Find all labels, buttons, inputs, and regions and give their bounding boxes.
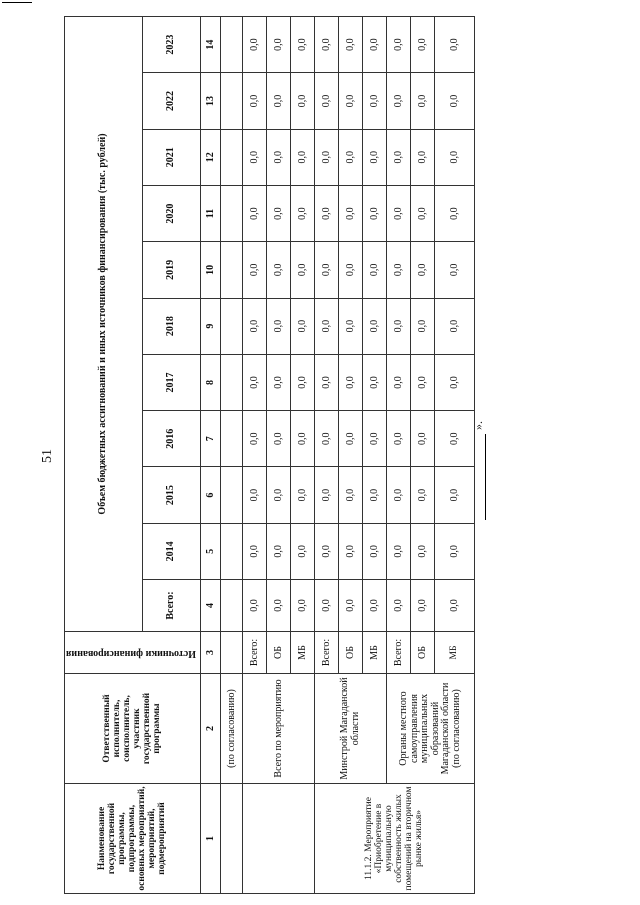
cell-executor: Минстрой Магаданской области [315,674,387,784]
cell-value: 0,0 [435,129,475,185]
cell-value [221,354,243,410]
col-number: 3 [201,632,221,674]
cell-value: 0,0 [291,17,315,73]
cell-source: Всего: [315,632,339,674]
cell-value: 0,0 [411,354,435,410]
header-year-2020: 2020 [142,185,201,241]
cell-value [221,17,243,73]
cell-value: 0,0 [243,242,267,298]
cell-value: 0,0 [243,185,267,241]
cell-value: 0,0 [411,523,435,579]
cell-value: 0,0 [315,354,339,410]
cell-value: 0,0 [291,467,315,523]
cell-value [221,298,243,354]
cell-value: 0,0 [291,411,315,467]
col-number: 13 [201,73,221,129]
cell-value: 0,0 [267,467,291,523]
header-row-top [65,17,143,894]
col-number: 14 [201,17,221,73]
cell-value: 0,0 [411,411,435,467]
cell-value: 0,0 [315,411,339,467]
table-row [315,17,339,894]
cell-value: 0,0 [411,185,435,241]
cell-value: 0,0 [243,354,267,410]
cell-value: 0,0 [315,73,339,129]
header-year-2016: 2016 [142,411,201,467]
col-number: 12 [201,129,221,185]
cell-value: 0,0 [411,17,435,73]
cell-value: 0,0 [315,17,339,73]
cell-value: 0,0 [243,467,267,523]
cell-value: 0,0 [363,298,387,354]
cell-value: 0,0 [243,580,267,632]
header-year-2017: 2017 [142,354,201,410]
col-number: 6 [201,467,221,523]
header-source [65,632,201,674]
cell-value: 0,0 [291,73,315,129]
cell-value: 0,0 [435,185,475,241]
cell-value: 0,0 [339,298,363,354]
cell-value: 0,0 [267,523,291,579]
cell-value: 0,0 [339,129,363,185]
cell-value: 0,0 [363,523,387,579]
col-number: 9 [201,298,221,354]
header-executor: Ответственный исполнитель, соисполнитель, участник государственной программы [65,674,201,784]
cell-value: 0,0 [435,298,475,354]
cell-value: 0,0 [411,298,435,354]
cell-value: 0,0 [363,73,387,129]
cell-value: 0,0 [363,185,387,241]
cell-value: 0,0 [267,17,291,73]
cell-value: 0,0 [291,523,315,579]
cell-source: Всего: [387,632,411,674]
cell-executor: Органы местного самоуправления муниципальных образований Магаданской области (по согласованию) [387,674,475,784]
cell-value: 0,0 [363,354,387,410]
header-funding-group: Объем бюджетных ассигнований и иных источников финансирования (тыс. рублей) [65,17,143,632]
cell-value: 0,0 [339,580,363,632]
page-number: 51 [40,449,55,463]
cell-name-measure: 11.1.2. Мероприятие «Приобретение в муниципальную собственность жилых помещений на вторичном рынке жилья» [315,784,475,894]
cell-value: 0,0 [363,129,387,185]
cell-value: 0,0 [411,129,435,185]
cell-value: 0,0 [243,298,267,354]
cell-value: 0,0 [387,73,411,129]
cell-value: 0,0 [387,17,411,73]
cell-value: 0,0 [387,185,411,241]
header-year-2023: 2023 [142,17,201,73]
cell-value: 0,0 [267,73,291,129]
cell-value: 0,0 [435,580,475,632]
cell-value: 0,0 [339,411,363,467]
cell-value: 0,0 [363,17,387,73]
header-year-2019: 2019 [142,242,201,298]
cell-value: 0,0 [243,73,267,129]
closing-rule [477,434,486,520]
col-number: 10 [201,242,221,298]
cell-source: ОБ [411,632,435,674]
cell-value: 0,0 [387,242,411,298]
header-source-label: Источники финансирования [66,647,196,659]
funding-table [64,16,462,894]
cell-name [221,784,243,894]
cell-value: 0,0 [267,129,291,185]
cell-value [221,129,243,185]
cell-value: 0,0 [363,411,387,467]
cell-value: 0,0 [315,298,339,354]
cell-value: 0,0 [315,185,339,241]
header-year-2015: 2015 [142,467,201,523]
cell-value [221,580,243,632]
cell-value: 0,0 [363,580,387,632]
cell-source: МБ [291,632,315,674]
cell-value: 0,0 [363,467,387,523]
cell-value: 0,0 [291,298,315,354]
cell-value: 0,0 [435,17,475,73]
cell-value: 0,0 [291,129,315,185]
cell-value: 0,0 [363,242,387,298]
header-year-2022: 2022 [142,73,201,129]
cell-value: 0,0 [387,580,411,632]
cell-value: 0,0 [339,523,363,579]
cell-value: 0,0 [291,242,315,298]
cell-source: МБ [363,632,387,674]
cell-source: ОБ [267,632,291,674]
table-row [387,17,411,894]
cell-value: 0,0 [315,523,339,579]
closing-mark [468,400,486,520]
cell-value: 0,0 [435,73,475,129]
cell-value: 0,0 [339,17,363,73]
cell-value: 0,0 [339,185,363,241]
header-year-2021: 2021 [142,129,201,185]
col-number: 1 [201,784,221,894]
cell-value: 0,0 [243,17,267,73]
col-number: 7 [201,411,221,467]
cell-value: 0,0 [435,467,475,523]
col-number: 2 [201,674,221,784]
cell-value: 0,0 [387,411,411,467]
cell-value: 0,0 [411,580,435,632]
cell-name [243,784,315,894]
cell-value: 0,0 [291,354,315,410]
cell-value: 0,0 [243,523,267,579]
cell-value: 0,0 [435,523,475,579]
cell-value [221,523,243,579]
header-total: Всего: [142,580,201,632]
cell-value: 0,0 [267,185,291,241]
cell-value: 0,0 [435,354,475,410]
cell-value: 0,0 [387,129,411,185]
cell-executor: (по согласованию) [221,674,243,784]
header-year-2018: 2018 [142,298,201,354]
cell-value: 0,0 [411,467,435,523]
cell-source [221,632,243,674]
cell-value: 0,0 [411,73,435,129]
header-name: Наименование государственной программы, подпрограммы, основных мероприятий, мероприятий, подмероприятий [65,784,201,894]
cell-value: 0,0 [291,185,315,241]
cell-value: 0,0 [339,354,363,410]
cell-value: 0,0 [339,73,363,129]
table-row [243,17,267,894]
table-row [221,17,243,894]
col-number: 5 [201,523,221,579]
cell-source: ОБ [339,632,363,674]
closing-quote: ». [471,421,485,430]
cell-value: 0,0 [435,411,475,467]
cell-value [221,411,243,467]
cell-value: 0,0 [315,242,339,298]
cell-value: 0,0 [291,580,315,632]
cell-value [221,185,243,241]
cell-value: 0,0 [267,411,291,467]
col-number: 4 [201,580,221,632]
cell-value: 0,0 [243,411,267,467]
col-number: 8 [201,354,221,410]
column-number-row [201,17,221,894]
cell-value: 0,0 [435,242,475,298]
cell-value: 0,0 [387,354,411,410]
cell-value: 0,0 [387,523,411,579]
top-rule [2,2,32,3]
cell-value: 0,0 [387,467,411,523]
cell-value: 0,0 [339,242,363,298]
cell-value: 0,0 [267,242,291,298]
col-number: 11 [201,185,221,241]
cell-value: 0,0 [315,129,339,185]
cell-value: 0,0 [387,298,411,354]
cell-value: 0,0 [315,467,339,523]
cell-value: 0,0 [243,129,267,185]
cell-value: 0,0 [267,354,291,410]
cell-source: Всего: [243,632,267,674]
cell-value [221,73,243,129]
cell-value: 0,0 [267,580,291,632]
header-year-2014: 2014 [142,523,201,579]
cell-value [221,242,243,298]
cell-value: 0,0 [267,298,291,354]
cell-value [221,467,243,523]
cell-value: 0,0 [339,467,363,523]
cell-executor: Всего по мероприятию [243,674,315,784]
cell-value: 0,0 [315,580,339,632]
cell-source: МБ [435,632,475,674]
cell-value: 0,0 [411,242,435,298]
